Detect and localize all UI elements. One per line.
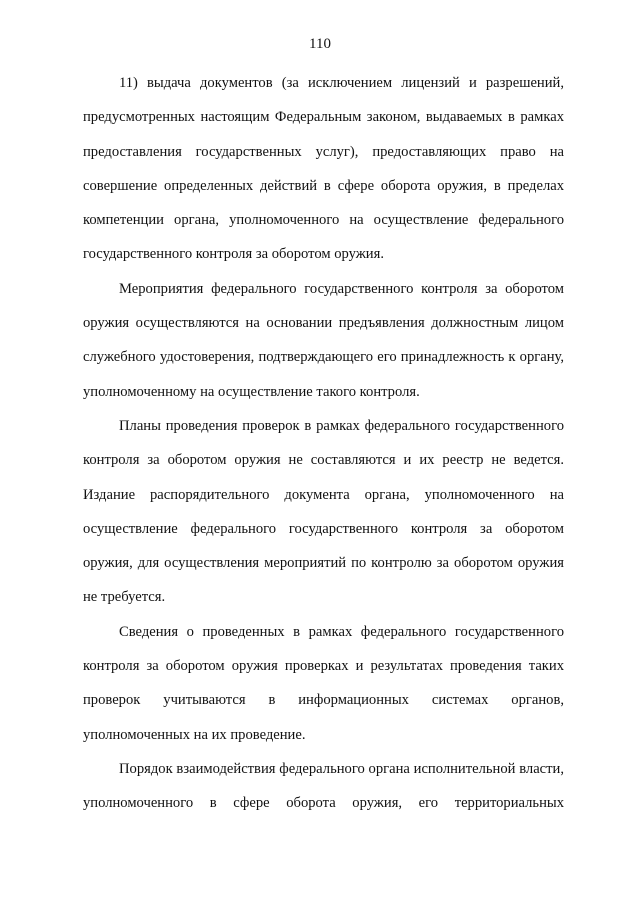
paragraph-control-measures: Мероприятия федерального государственного контроля за оборотом оружия осуществляются на основании предъявления должностным лицом служебного удостоверения, подтверждающего его принадлежность к органу, уполномоченному на осуществление такого контроля. [83,280,564,400]
paragraph-inspection-records: Сведения о проведенных в рамках федерального государственного контроля за оборотом оружия проверках и результатах проведения таких проверок учитываются в информационных системах органов, уполномоченных на их проведение. [83,623,564,743]
page-number: 110 [309,36,331,52]
document-body [83,66,564,821]
paragraph-inspection-plans: Планы проведения проверок в рамках федерального государственного контроля за оборотом оружия не составляются и их реестр не ведется. Издание распорядительного документа органа, уполномоченного на осуществление федерального государственного контроля за оборотом оружия, для осуществления мероприятий по контролю за оборотом оружия не требуется. [83,417,564,606]
paragraph-interaction-order: Порядок взаимодействия федерального органа исполнительной власти, уполномоченного в сфере оборота оружия, его территориальных [83,760,564,812]
paragraph-item-11: 11) выдача документов (за исключением лицензий и разрешений, предусмотренных настоящим Федеральным законом, выдаваемых в рамках предоставления государственных услуг), предоставляющих право на совершение определенных действий в сфере оборота оружия, в пределах компетенции органа, уполномоченного на осуществление федерального государственного контроля за оборотом оружия. [83,75,564,263]
